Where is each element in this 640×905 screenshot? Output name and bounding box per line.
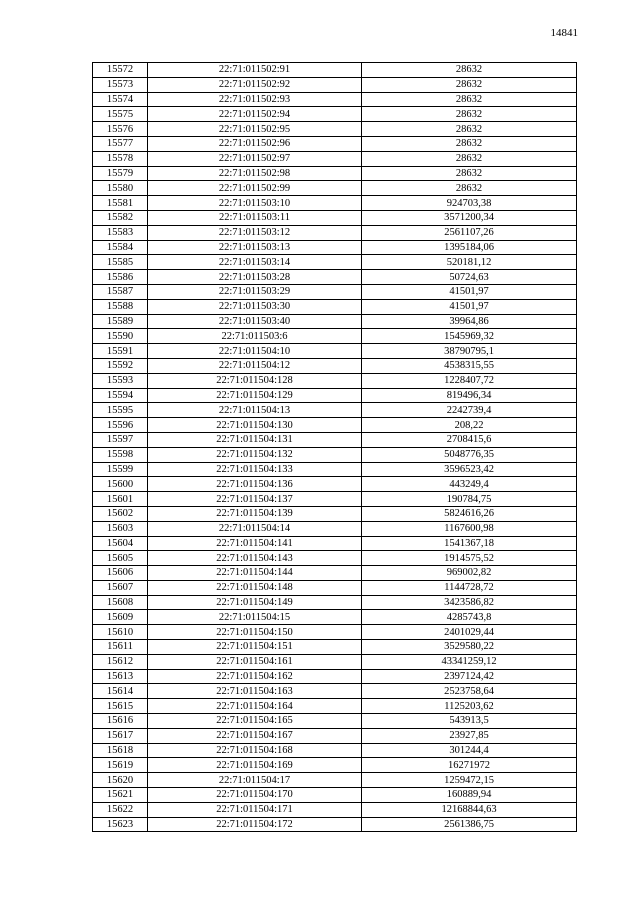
table-row — [93, 669, 577, 684]
row-number-cell: 15602 — [93, 506, 148, 521]
value-cell: 3529580,22 — [362, 640, 577, 655]
value-cell: 969002,82 — [362, 566, 577, 581]
value-cell: 23927,85 — [362, 728, 577, 743]
cadastral-number-cell: 22:71:011503:28 — [148, 270, 362, 285]
table-row — [93, 566, 577, 581]
table-body — [93, 63, 577, 832]
value-cell: 2397124,42 — [362, 669, 577, 684]
cadastral-number-cell: 22:71:011504:161 — [148, 654, 362, 669]
cadastral-number-cell: 22:71:011504:151 — [148, 640, 362, 655]
row-number-cell: 15582 — [93, 210, 148, 225]
cadastral-number-cell: 22:71:011504:139 — [148, 506, 362, 521]
row-number-cell: 15596 — [93, 418, 148, 433]
cadastral-number-cell: 22:71:011504:144 — [148, 566, 362, 581]
row-number-cell: 15610 — [93, 625, 148, 640]
cadastral-number-cell: 22:71:011502:93 — [148, 92, 362, 107]
table-row — [93, 210, 577, 225]
table-row — [93, 432, 577, 447]
value-cell: 43341259,12 — [362, 654, 577, 669]
table-row — [93, 344, 577, 359]
table-row — [93, 580, 577, 595]
table-row — [93, 610, 577, 625]
value-cell: 1545969,32 — [362, 329, 577, 344]
row-number-cell: 15614 — [93, 684, 148, 699]
cadastral-number-cell: 22:71:011504:15 — [148, 610, 362, 625]
row-number-cell: 15577 — [93, 136, 148, 151]
row-number-cell: 15603 — [93, 521, 148, 536]
table-row — [93, 625, 577, 640]
table-row — [93, 773, 577, 788]
cadastral-number-cell: 22:71:011502:99 — [148, 181, 362, 196]
row-number-cell: 15597 — [93, 432, 148, 447]
table-row — [93, 743, 577, 758]
cadastral-number-cell: 22:71:011504:169 — [148, 758, 362, 773]
cadastral-number-cell: 22:71:011504:141 — [148, 536, 362, 551]
row-number-cell: 15590 — [93, 329, 148, 344]
page-number: 14841 — [550, 27, 578, 39]
table-row — [93, 728, 577, 743]
value-cell: 2561107,26 — [362, 225, 577, 240]
row-number-cell: 15615 — [93, 699, 148, 714]
table-row — [93, 373, 577, 388]
cadastral-number-cell: 22:71:011504:148 — [148, 580, 362, 595]
table-row — [93, 684, 577, 699]
cadastral-number-cell: 22:71:011504:164 — [148, 699, 362, 714]
cadastral-number-cell: 22:71:011502:98 — [148, 166, 362, 181]
value-cell: 28632 — [362, 63, 577, 78]
table-row — [93, 699, 577, 714]
cadastral-number-cell: 22:71:011504:133 — [148, 462, 362, 477]
table-row — [93, 299, 577, 314]
table-row — [93, 358, 577, 373]
cadastral-number-cell: 22:71:011504:132 — [148, 447, 362, 462]
row-number-cell: 15621 — [93, 788, 148, 803]
table-row — [93, 255, 577, 270]
value-cell: 16271972 — [362, 758, 577, 773]
value-cell: 2708415,6 — [362, 432, 577, 447]
value-cell: 3423586,82 — [362, 595, 577, 610]
cadastral-number-cell: 22:71:011503:14 — [148, 255, 362, 270]
row-number-cell: 15592 — [93, 358, 148, 373]
cadastral-number-cell: 22:71:011504:172 — [148, 817, 362, 832]
row-number-cell: 15572 — [93, 63, 148, 78]
table-row — [93, 758, 577, 773]
table-row — [93, 802, 577, 817]
value-cell: 4538315,55 — [362, 358, 577, 373]
cadastral-number-cell: 22:71:011503:30 — [148, 299, 362, 314]
value-cell: 3596523,42 — [362, 462, 577, 477]
value-cell: 1167600,98 — [362, 521, 577, 536]
value-cell: 28632 — [362, 136, 577, 151]
value-cell: 190784,75 — [362, 492, 577, 507]
cadastral-number-cell: 22:71:011504:128 — [148, 373, 362, 388]
row-number-cell: 15623 — [93, 817, 148, 832]
cadastral-number-cell: 22:71:011504:168 — [148, 743, 362, 758]
cadastral-number-cell: 22:71:011504:143 — [148, 551, 362, 566]
row-number-cell: 15580 — [93, 181, 148, 196]
cadastral-number-cell: 22:71:011504:13 — [148, 403, 362, 418]
value-cell: 2523758,64 — [362, 684, 577, 699]
value-cell: 2561386,75 — [362, 817, 577, 832]
table-row — [93, 447, 577, 462]
cadastral-number-cell: 22:71:011502:97 — [148, 151, 362, 166]
row-number-cell: 15587 — [93, 284, 148, 299]
cadastral-number-cell: 22:71:011502:92 — [148, 77, 362, 92]
value-cell: 2401029,44 — [362, 625, 577, 640]
table-row — [93, 284, 577, 299]
row-number-cell: 15576 — [93, 122, 148, 137]
table-row — [93, 477, 577, 492]
row-number-cell: 15588 — [93, 299, 148, 314]
row-number-cell: 15606 — [93, 566, 148, 581]
cadastral-number-cell: 22:71:011502:91 — [148, 63, 362, 78]
value-cell: 28632 — [362, 181, 577, 196]
row-number-cell: 15617 — [93, 728, 148, 743]
row-number-cell: 15616 — [93, 714, 148, 729]
table-row — [93, 714, 577, 729]
row-number-cell: 15619 — [93, 758, 148, 773]
value-cell: 5824616,26 — [362, 506, 577, 521]
value-cell: 39964,86 — [362, 314, 577, 329]
row-number-cell: 15598 — [93, 447, 148, 462]
value-cell: 819496,34 — [362, 388, 577, 403]
table-row — [93, 595, 577, 610]
row-number-cell: 15591 — [93, 344, 148, 359]
row-number-cell: 15622 — [93, 802, 148, 817]
table-row — [93, 92, 577, 107]
value-cell: 443249,4 — [362, 477, 577, 492]
table-row — [93, 151, 577, 166]
table-row — [93, 640, 577, 655]
cadastral-number-cell: 22:71:011504:163 — [148, 684, 362, 699]
cadastral-number-cell: 22:71:011504:10 — [148, 344, 362, 359]
row-number-cell: 15609 — [93, 610, 148, 625]
cadastral-value-table — [92, 62, 577, 832]
table-row — [93, 181, 577, 196]
value-cell: 28632 — [362, 166, 577, 181]
cadastral-number-cell: 22:71:011503:11 — [148, 210, 362, 225]
row-number-cell: 15573 — [93, 77, 148, 92]
table-row — [93, 506, 577, 521]
row-number-cell: 15612 — [93, 654, 148, 669]
value-cell: 1228407,72 — [362, 373, 577, 388]
cadastral-number-cell: 22:71:011504:150 — [148, 625, 362, 640]
row-number-cell: 15601 — [93, 492, 148, 507]
value-cell: 1125203,62 — [362, 699, 577, 714]
value-cell: 543913,5 — [362, 714, 577, 729]
cadastral-number-cell: 22:71:011504:167 — [148, 728, 362, 743]
table-row — [93, 817, 577, 832]
row-number-cell: 15593 — [93, 373, 148, 388]
row-number-cell: 15584 — [93, 240, 148, 255]
cadastral-number-cell: 22:71:011504:17 — [148, 773, 362, 788]
cadastral-number-cell: 22:71:011504:162 — [148, 669, 362, 684]
row-number-cell: 15589 — [93, 314, 148, 329]
value-cell: 28632 — [362, 122, 577, 137]
value-cell: 41501,97 — [362, 284, 577, 299]
table-row — [93, 107, 577, 122]
table-row — [93, 521, 577, 536]
row-number-cell: 15599 — [93, 462, 148, 477]
cadastral-number-cell: 22:71:011502:95 — [148, 122, 362, 137]
cadastral-number-cell: 22:71:011502:94 — [148, 107, 362, 122]
value-cell: 160889,94 — [362, 788, 577, 803]
cadastral-number-cell: 22:71:011503:40 — [148, 314, 362, 329]
table-row — [93, 492, 577, 507]
cadastral-number-cell: 22:71:011504:170 — [148, 788, 362, 803]
table-row — [93, 225, 577, 240]
value-cell: 38790795,1 — [362, 344, 577, 359]
table-row — [93, 551, 577, 566]
cadastral-number-cell: 22:71:011504:136 — [148, 477, 362, 492]
value-cell: 28632 — [362, 151, 577, 166]
value-cell: 41501,97 — [362, 299, 577, 314]
row-number-cell: 15618 — [93, 743, 148, 758]
table-row — [93, 196, 577, 211]
row-number-cell: 15595 — [93, 403, 148, 418]
value-cell: 3571200,34 — [362, 210, 577, 225]
table-row — [93, 314, 577, 329]
value-cell: 5048776,35 — [362, 447, 577, 462]
table-row — [93, 788, 577, 803]
cadastral-number-cell: 22:71:011504:12 — [148, 358, 362, 373]
cadastral-number-cell: 22:71:011504:137 — [148, 492, 362, 507]
row-number-cell: 15579 — [93, 166, 148, 181]
row-number-cell: 15585 — [93, 255, 148, 270]
cadastral-number-cell: 22:71:011504:14 — [148, 521, 362, 536]
table-row — [93, 388, 577, 403]
cadastral-number-cell: 22:71:011504:129 — [148, 388, 362, 403]
cadastral-number-cell: 22:71:011504:130 — [148, 418, 362, 433]
value-cell: 4285743,8 — [362, 610, 577, 625]
value-cell: 28632 — [362, 77, 577, 92]
value-cell: 28632 — [362, 92, 577, 107]
table-row — [93, 654, 577, 669]
row-number-cell: 15581 — [93, 196, 148, 211]
table-row — [93, 77, 577, 92]
table-row — [93, 536, 577, 551]
cadastral-number-cell: 22:71:011504:149 — [148, 595, 362, 610]
table-row — [93, 462, 577, 477]
table-row — [93, 122, 577, 137]
row-number-cell: 15611 — [93, 640, 148, 655]
value-cell: 924703,38 — [362, 196, 577, 211]
cadastral-number-cell: 22:71:011503:29 — [148, 284, 362, 299]
row-number-cell: 15594 — [93, 388, 148, 403]
table-row — [93, 329, 577, 344]
table-row — [93, 418, 577, 433]
cadastral-number-cell: 22:71:011502:96 — [148, 136, 362, 151]
value-cell: 2242739,4 — [362, 403, 577, 418]
row-number-cell: 15578 — [93, 151, 148, 166]
value-cell: 1395184,06 — [362, 240, 577, 255]
value-cell: 1259472,15 — [362, 773, 577, 788]
table-row — [93, 270, 577, 285]
row-number-cell: 15608 — [93, 595, 148, 610]
value-cell: 50724,63 — [362, 270, 577, 285]
value-cell: 28632 — [362, 107, 577, 122]
cadastral-number-cell: 22:71:011503:10 — [148, 196, 362, 211]
row-number-cell: 15600 — [93, 477, 148, 492]
table-row — [93, 403, 577, 418]
row-number-cell: 15620 — [93, 773, 148, 788]
value-cell: 1144728,72 — [362, 580, 577, 595]
cadastral-number-cell: 22:71:011503:6 — [148, 329, 362, 344]
cadastral-number-cell: 22:71:011503:13 — [148, 240, 362, 255]
cadastral-number-cell: 22:71:011504:131 — [148, 432, 362, 447]
value-cell: 520181,12 — [362, 255, 577, 270]
row-number-cell: 15574 — [93, 92, 148, 107]
row-number-cell: 15607 — [93, 580, 148, 595]
cadastral-number-cell: 22:71:011503:12 — [148, 225, 362, 240]
value-cell: 1541367,18 — [362, 536, 577, 551]
value-cell: 208,22 — [362, 418, 577, 433]
table-row — [93, 136, 577, 151]
cadastral-number-cell: 22:71:011504:171 — [148, 802, 362, 817]
value-cell: 12168844,63 — [362, 802, 577, 817]
cadastral-number-cell: 22:71:011504:165 — [148, 714, 362, 729]
table-row — [93, 240, 577, 255]
table-row — [93, 63, 577, 78]
row-number-cell: 15613 — [93, 669, 148, 684]
row-number-cell: 15575 — [93, 107, 148, 122]
row-number-cell: 15604 — [93, 536, 148, 551]
value-cell: 1914575,52 — [362, 551, 577, 566]
value-cell: 301244,4 — [362, 743, 577, 758]
row-number-cell: 15605 — [93, 551, 148, 566]
row-number-cell: 15583 — [93, 225, 148, 240]
table-row — [93, 166, 577, 181]
row-number-cell: 15586 — [93, 270, 148, 285]
